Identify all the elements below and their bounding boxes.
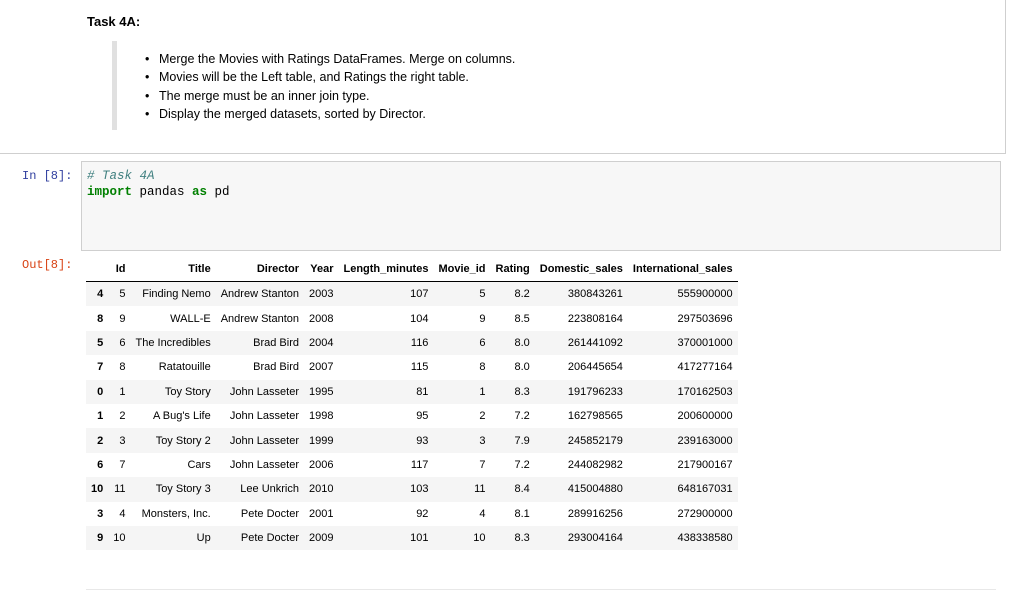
table-cell: 162798565 (567, 410, 623, 423)
table-cell: 93 (416, 434, 429, 447)
table-cell: 191796233 (567, 385, 623, 398)
table-cell: 8.3 (514, 385, 530, 398)
output-prompt: Out[8]: (22, 258, 73, 272)
table-cell: 380843261 (567, 288, 623, 301)
table-cell: 8 (479, 361, 486, 374)
table-cell: 8.0 (514, 336, 530, 349)
table-cell: 101 (410, 532, 429, 545)
table-cell: 4 (119, 507, 126, 520)
table-cell: 244082982 (567, 458, 623, 471)
table-cell: Toy Story 3 (155, 483, 211, 496)
table-row (86, 526, 738, 550)
table-cell: 117 (410, 458, 429, 471)
table-cell: 206445654 (567, 361, 623, 374)
table-cell: 370001000 (677, 336, 733, 349)
table-cell: 115 (410, 361, 429, 374)
table-cell: Brad Bird (253, 336, 299, 349)
column-header: Title (131, 257, 216, 282)
table-cell: 272900000 (677, 507, 733, 520)
table-row (86, 404, 738, 428)
table-row (86, 331, 738, 355)
table-cell: 10 (113, 532, 126, 545)
table-cell: 92 (416, 507, 429, 520)
table-cell: 1 (119, 385, 126, 398)
table-cell: 1995 (309, 385, 334, 398)
table-cell: 10 (473, 532, 486, 545)
column-header: Movie_id (433, 257, 490, 282)
row-index: 2 (97, 434, 104, 447)
code-comment: # Task 4A (87, 169, 155, 183)
table-cell: 9 (479, 312, 486, 325)
task-bullet-list (145, 50, 515, 123)
input-prompt: In [8]: (22, 169, 73, 183)
row-index: 5 (97, 336, 104, 349)
row-index: 10 (91, 483, 104, 496)
table-cell: Lee Unkrich (240, 483, 299, 496)
code-keyword-as: as (192, 185, 208, 199)
table-cell: 2 (119, 410, 126, 423)
row-index: 6 (97, 458, 104, 471)
table-cell: John Lasseter (229, 410, 299, 423)
table-cell: 8.1 (514, 507, 530, 520)
column-header: Year (304, 257, 338, 282)
table-cell: Toy Story (164, 385, 211, 398)
table-row (86, 477, 738, 501)
table-cell: 8.3 (514, 532, 530, 545)
table-cell: 2010 (309, 483, 334, 496)
table-cell: 4 (479, 507, 486, 520)
table-cell: 2008 (309, 312, 334, 325)
table-cell: 438338580 (677, 532, 733, 545)
table-cell: Pete Docter (240, 507, 299, 520)
table-cell: 8 (119, 361, 126, 374)
code-module: pandas (132, 185, 193, 199)
table-cell: 7.2 (514, 410, 530, 423)
table-cell: 2 (479, 410, 486, 423)
table-cell: 2001 (309, 507, 334, 520)
table-cell: 104 (410, 312, 429, 325)
row-index: 9 (97, 532, 104, 545)
table-cell: 7 (119, 458, 126, 471)
column-header: Director (216, 257, 304, 282)
table-cell: A Bug's Life (152, 410, 211, 423)
row-index: 7 (97, 361, 104, 374)
table-cell: 1998 (309, 410, 334, 423)
bullet-item: • Movies will be the Left table, and Ratings the right table. (145, 68, 515, 86)
table-cell: 6 (119, 336, 126, 349)
row-index: 1 (97, 410, 104, 423)
table-cell: 293004164 (567, 532, 623, 545)
table-row (86, 380, 738, 404)
table-cell: 116 (410, 336, 429, 349)
table-cell: 648167031 (677, 483, 733, 496)
table-cell: Andrew Stanton (220, 288, 299, 301)
table-cell: Up (196, 532, 211, 545)
table-cell: 8.2 (514, 288, 530, 301)
table-cell: 261441092 (567, 336, 623, 349)
table-cell: John Lasseter (229, 385, 299, 398)
table-cell: 245852179 (567, 434, 623, 447)
table-cell: 95 (416, 410, 429, 423)
table-row (86, 502, 738, 526)
row-index: 3 (97, 507, 104, 520)
bullet-item: • Merge the Movies with Ratings DataFrames. Merge on columns. (145, 50, 515, 68)
table-cell: 103 (410, 483, 429, 496)
table-cell: 555900000 (677, 288, 733, 301)
table-row (86, 428, 738, 452)
table-cell: 107 (410, 288, 429, 301)
code-cell-editor[interactable] (81, 161, 1001, 251)
table-cell: 417277164 (677, 361, 733, 374)
column-header: Domestic_sales (535, 257, 628, 282)
markdown-title: Task 4A: (87, 14, 141, 29)
index-header (86, 257, 108, 282)
table-cell: WALL-E (170, 312, 211, 325)
table-cell: Finding Nemo (142, 288, 211, 301)
table-cell: 3 (479, 434, 486, 447)
table-cell: Ratatouille (158, 361, 211, 374)
table-cell: 289916256 (567, 507, 623, 520)
table-row (86, 355, 738, 379)
table-cell: 2004 (309, 336, 334, 349)
table-row (86, 453, 738, 477)
dataframe-output (86, 257, 738, 550)
table-cell: 2007 (309, 361, 334, 374)
code-line-2 (87, 184, 230, 200)
table-cell: 223808164 (567, 312, 623, 325)
table-header-row (86, 257, 738, 282)
table-cell: 415004880 (567, 483, 623, 496)
markdown-cell[interactable] (0, 0, 1006, 154)
table-cell: 7.9 (514, 434, 530, 447)
row-index: 4 (97, 288, 104, 301)
table-row (86, 282, 738, 307)
table-cell: Cars (187, 458, 211, 471)
row-index: 8 (97, 312, 104, 325)
table-cell: 5 (119, 288, 126, 301)
table-cell: 8.5 (514, 312, 530, 325)
column-header: Length_minutes (338, 257, 433, 282)
table-cell: John Lasseter (229, 434, 299, 447)
table-cell: Pete Docter (240, 532, 299, 545)
table-cell: 11 (474, 483, 486, 496)
table-row (86, 306, 738, 330)
code-line-1 (87, 168, 155, 184)
table-cell: Toy Story 2 (155, 434, 211, 447)
table-cell: Brad Bird (253, 361, 299, 374)
table-cell: 1 (479, 385, 486, 398)
row-index: 0 (97, 385, 104, 398)
table-cell: 217900167 (677, 458, 733, 471)
table-cell: 1999 (309, 434, 334, 447)
table-cell: 11 (114, 483, 126, 496)
table-cell: 8.4 (514, 483, 530, 496)
table-cell: 170162503 (677, 385, 733, 398)
table-cell: 9 (119, 312, 126, 325)
blockquote-bar (112, 41, 117, 130)
column-header: Id (108, 257, 130, 282)
table-cell: 81 (416, 385, 429, 398)
table-cell: 8.0 (514, 361, 530, 374)
table-cell: 7.2 (514, 458, 530, 471)
table-cell: 6 (479, 336, 486, 349)
table-cell: 7 (479, 458, 486, 471)
table-cell: John Lasseter (229, 458, 299, 471)
table-cell: Monsters, Inc. (141, 507, 211, 520)
table-cell: 2003 (309, 288, 334, 301)
table-cell: 297503696 (677, 312, 733, 325)
table-cell: 2009 (309, 532, 334, 545)
table-cell: 2006 (309, 458, 334, 471)
cell-divider (86, 589, 996, 590)
table-cell: 3 (119, 434, 126, 447)
code-keyword-import: import (87, 185, 133, 199)
bullet-item: • Display the merged datasets, sorted by Director. (145, 105, 515, 123)
table-cell: 239163000 (677, 434, 733, 447)
table-cell: The Incredibles (135, 336, 211, 349)
bullet-item: • The merge must be an inner join type. (145, 87, 515, 105)
column-header: Rating (491, 257, 535, 282)
column-header: International_sales (628, 257, 738, 282)
table-cell: 5 (479, 288, 486, 301)
table-cell: Andrew Stanton (220, 312, 299, 325)
code-alias: pd (207, 185, 230, 199)
table-cell: 200600000 (677, 410, 733, 423)
